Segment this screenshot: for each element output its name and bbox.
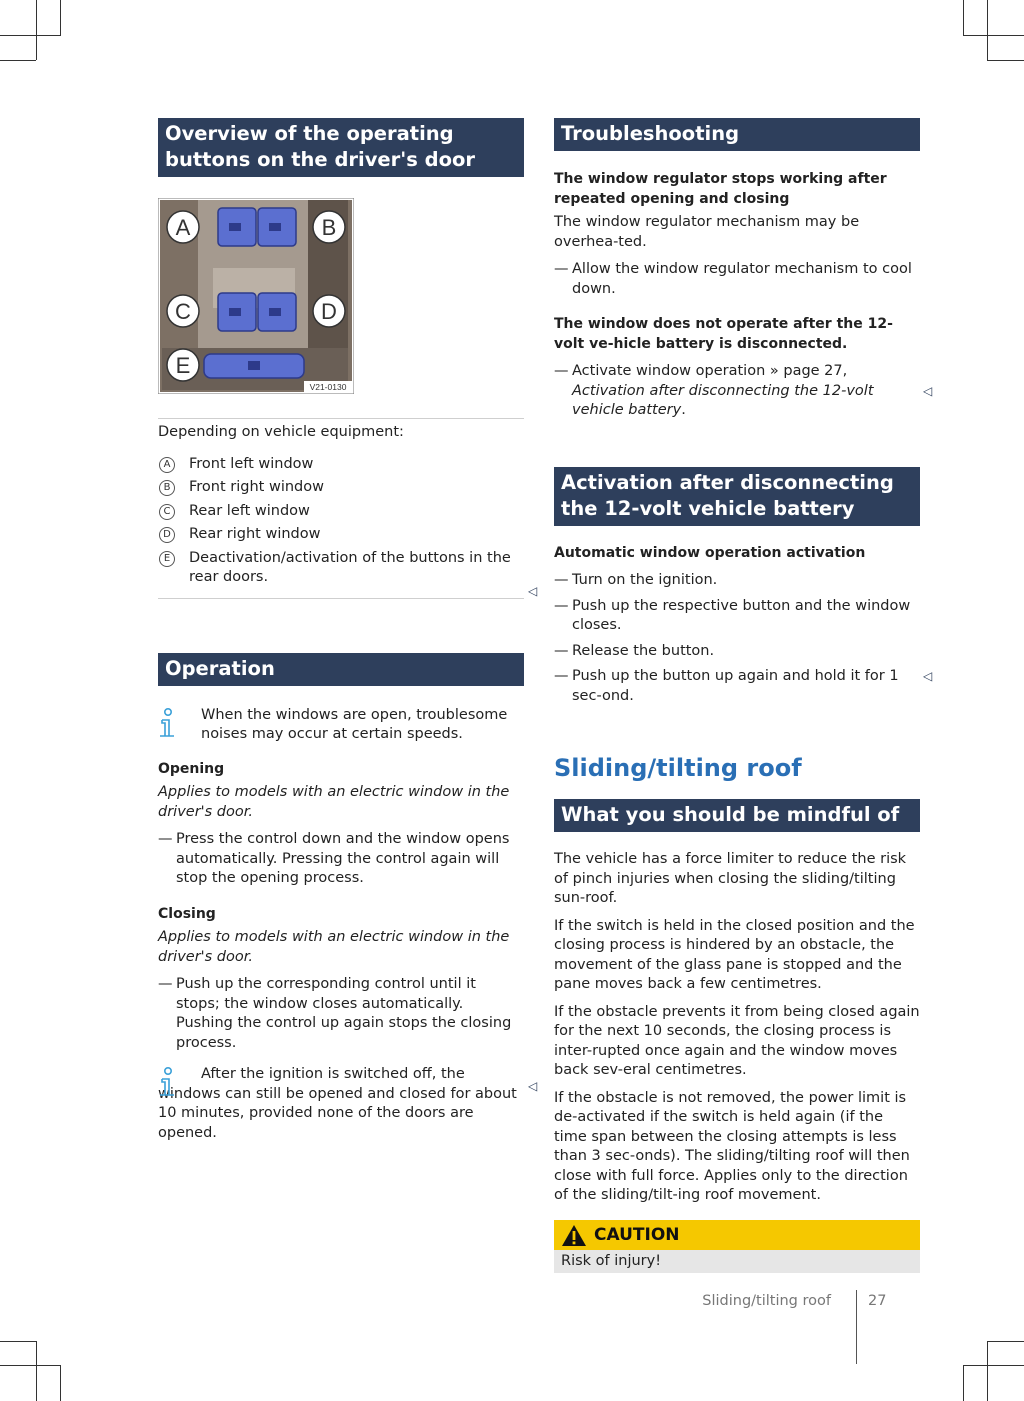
legend-text: Rear right window xyxy=(189,526,321,542)
opening-step: — Press the control down and the window opens automatically. Pressing the control again will stop the opening process. xyxy=(158,830,524,889)
info-note-text: When the windows are open, troublesome noises may occur at certain speeds. xyxy=(201,706,508,742)
info-icon xyxy=(158,1067,176,1099)
figure-ref-code: V21-0130 xyxy=(309,382,347,392)
body-paragraph: The vehicle has a force limiter to reduce the risk of pinch injuries when closing the sliding/tilting sun-roof. xyxy=(554,851,907,906)
equipment-intro: Depending on vehicle equipment: xyxy=(158,424,404,440)
operation-heading: Operation xyxy=(158,653,524,686)
figure-label-c: C xyxy=(175,299,191,324)
info-note-text: After the ignition is switched off, the windows can still be opened and closed for about 10 minutes, provided none of the doors are opened. xyxy=(158,1066,517,1141)
cross-reference-link[interactable]: Activation after disconnecting the 12-volt vehicle battery xyxy=(572,382,874,418)
legend-key: C xyxy=(159,504,175,520)
divider xyxy=(158,598,524,599)
end-marker-icon: ◁ xyxy=(923,384,933,398)
troubleshooting-question: The window regulator stops working after repeated opening and closing xyxy=(554,171,887,207)
closing-applies: Applies to models with an electric window in the driver's door. xyxy=(158,929,510,965)
activation-subtitle: Automatic window operation activation xyxy=(554,544,866,561)
mindful-heading: What you should be mindful of xyxy=(554,799,920,832)
closing-title: Closing xyxy=(158,905,216,922)
activation-heading: Activation after disconnecting the 12-volt vehicle battery xyxy=(554,467,920,526)
troubleshooting-step: — Allow the window regulator mechanism to cool down. xyxy=(554,260,920,299)
caution-box xyxy=(554,1220,920,1274)
troubleshooting-question: The window does not operate after the 12-volt ve-hicle battery is disconnected. xyxy=(554,316,893,352)
body-paragraph: If the obstacle is not removed, the power limit is de-activated if the switch is held again (if the time span between the closing attempts is less than 3 sec-onds). The sliding/tilting roof will then close with full force. Applies only to the direction of the sliding/tilt-ing roof movement. xyxy=(554,1089,910,1203)
legend-item-b xyxy=(158,478,524,498)
footer-divider xyxy=(856,1290,857,1364)
legend-item-e xyxy=(158,549,524,588)
caution-header xyxy=(554,1220,920,1250)
troubleshooting-step xyxy=(554,362,920,421)
step-text: Activate window operation » page 27, xyxy=(572,363,848,379)
activation-step: — Push up the respective button and the window closes. xyxy=(554,597,920,636)
legend-text: Front left window xyxy=(189,455,314,472)
legend-key: D xyxy=(159,527,175,543)
legend-text: Rear left window xyxy=(189,502,310,519)
figure-label-d: D xyxy=(321,299,337,324)
overview-heading: Overview of the operating buttons on the driver's door xyxy=(158,118,524,177)
closing-step: — Push up the corresponding control until it stops; the window closes automatically. Pushing the control up again stops the closing process. xyxy=(158,975,524,1053)
section-title: Sliding/tilting roof xyxy=(554,754,802,782)
figure-label-e: E xyxy=(175,353,191,378)
end-marker-icon: ◁ xyxy=(528,584,538,598)
right-column xyxy=(554,118,920,1273)
legend-text: Deactivation/activation of the buttons in the rear doors. xyxy=(189,549,511,585)
caution-text: Risk of injury! xyxy=(554,1250,920,1274)
legend-key: A xyxy=(159,457,175,473)
footer-section: Sliding/tilting roof xyxy=(702,1293,831,1309)
troubleshooting-answer: The window regulator mechanism may be overhea-ted. xyxy=(554,214,860,250)
figure-label-a: A xyxy=(175,215,191,240)
page-number: 27 xyxy=(868,1293,887,1309)
body-paragraph: If the obstacle prevents it from being closed again for the next 10 seconds, the closing process is inter-rupted once again and the window moves back sev-eral centimetres. xyxy=(554,1003,920,1078)
legend-key: B xyxy=(159,480,175,496)
left-column xyxy=(158,118,524,1143)
opening-title: Opening xyxy=(158,760,225,777)
legend-item-d xyxy=(158,525,524,545)
opening-applies: Applies to models with an electric window in the driver's door. xyxy=(158,784,510,820)
warning-icon xyxy=(561,1224,587,1247)
activation-step: — Push up the button up again and hold it for 1 sec-ond. xyxy=(554,667,920,706)
step-text: . xyxy=(681,402,686,418)
caution-label: CAUTION xyxy=(594,1224,680,1245)
body-paragraph: If the switch is held in the closed position and the closing process is hindered by an obstacle, the movement of the glass pane is stopped and the pane moves back a few centimetres. xyxy=(554,917,915,992)
info-icon xyxy=(158,708,176,740)
legend-list xyxy=(158,455,524,588)
legend-text: Front right window xyxy=(189,479,324,495)
legend-item-c xyxy=(158,502,524,522)
activation-step: — Release the button. xyxy=(554,642,920,662)
activation-step: — Turn on the ignition. xyxy=(554,571,920,591)
legend-item-a xyxy=(158,455,524,475)
legend-key: E xyxy=(159,551,175,567)
end-marker-icon: ◁ xyxy=(528,1079,538,1093)
figure-label-b: B xyxy=(321,215,337,240)
door-buttons-figure xyxy=(158,198,354,394)
divider xyxy=(158,418,524,419)
info-note xyxy=(158,1065,524,1143)
troubleshooting-heading: Troubleshooting xyxy=(554,118,920,151)
end-marker-icon: ◁ xyxy=(923,669,933,683)
info-note xyxy=(158,706,524,745)
